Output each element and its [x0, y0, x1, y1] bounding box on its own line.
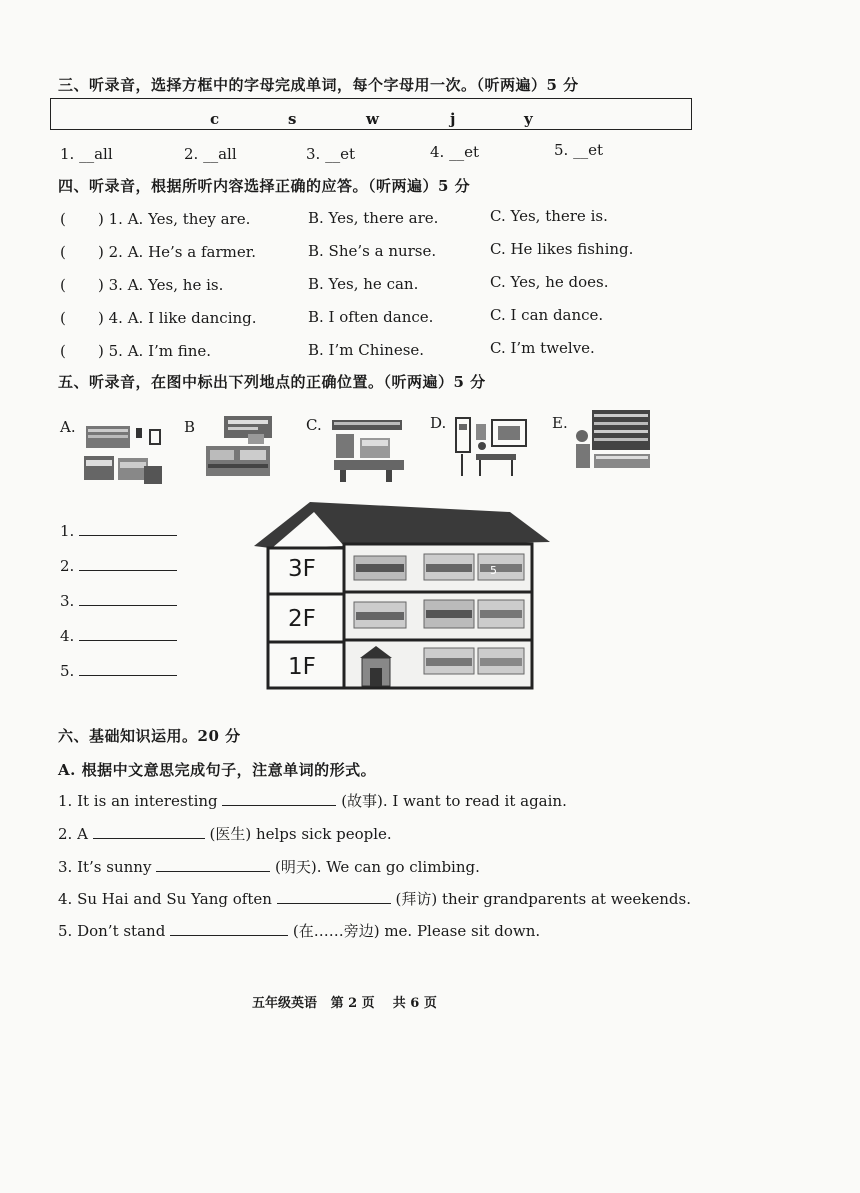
option-b: B. Yes, he can. [308, 275, 419, 293]
option-b: B. I’m Chinese. [308, 341, 425, 359]
section6-subheading: A. 根据中文意思完成句子，注意单词的形式。 [58, 761, 377, 779]
letter-option: y [524, 110, 533, 128]
fill-blank[interactable] [277, 903, 391, 904]
option-c: C. Yes, he does. [490, 273, 609, 291]
letter-option: s [288, 110, 297, 128]
letter-option: c [210, 110, 220, 128]
location-answer-line[interactable] [60, 557, 177, 575]
word-blank-item: 5. __et [554, 141, 603, 159]
word-blank-item: 3. __et [306, 145, 355, 163]
letter-option: w [366, 110, 379, 128]
blank-number: 3. [60, 592, 75, 610]
fill-sentence: 5. Don’t stand (在……旁边) me. Please sit down. [58, 922, 541, 940]
page-footer: 五年级英语 第 2 页 共 6 页 [252, 996, 437, 1011]
picture-label: C. [306, 416, 322, 434]
answer-paren: ( [60, 309, 66, 327]
section3-heading: 三、听录音，选择方框中的字母完成单词，每个字母用一次。（听两遍）5 分 [58, 76, 579, 94]
fill-blank[interactable] [222, 805, 336, 806]
picture-d-image [452, 410, 532, 482]
answer-paren: ( [60, 210, 66, 228]
picture-label: B [184, 418, 196, 436]
blank-number: 1. [60, 522, 75, 540]
option-b: B. Yes, there are. [308, 209, 439, 227]
fill-sentence: 1. It is an interesting (故事). I want to read it again. [58, 792, 567, 810]
word-blank-item: 1. __all [60, 145, 113, 163]
option-a: ) 2. A. He’s a farmer. [98, 243, 257, 261]
picture-label: A. [60, 418, 76, 436]
fill-sentence: 3. It’s sunny (明天). We can go climbing. [58, 858, 480, 876]
blank-number: 4. [60, 627, 75, 645]
option-a: ) 4. A. I like dancing. [98, 309, 257, 327]
picture-b-image [204, 412, 284, 484]
letter-option: j [450, 110, 456, 128]
option-c: C. He likes fishing. [490, 240, 634, 258]
option-c: C. Yes, there is. [490, 207, 608, 225]
answer-paren: ( [60, 243, 66, 261]
option-c: C. I’m twelve. [490, 339, 595, 357]
floor-label-3f: 3F [288, 556, 316, 582]
floor-label-1f: 1F [288, 654, 316, 680]
fill-sentence: 4. Su Hai and Su Yang often (拜访) their grandparents at weekends. [58, 890, 691, 908]
word-blank-item: 4. __et [430, 143, 479, 161]
blank-number: 5. [60, 662, 75, 680]
section5-heading: 五、听录音，在图中标出下列地点的正确位置。（听两遍）5 分 [58, 373, 486, 391]
location-answer-line[interactable] [60, 522, 177, 540]
answer-paren: ( [60, 276, 66, 294]
picture-c-image [330, 414, 410, 486]
floor-label-2f: 2F [288, 606, 316, 632]
section4-heading: 四、听录音，根据所听内容选择正确的应答。（听两遍）5 分 [58, 177, 471, 195]
option-a: ) 1. A. Yes, they are. [98, 210, 251, 228]
location-answer-line[interactable] [60, 627, 177, 645]
room-number: 5 [490, 564, 497, 577]
option-a: ) 3. A. Yes, he is. [98, 276, 224, 294]
location-answer-line[interactable] [60, 592, 177, 610]
fill-sentence: 2. A (医生) helps sick people. [58, 825, 392, 843]
option-c: C. I can dance. [490, 306, 604, 324]
section6-heading: 六、基础知识运用。20 分 [58, 727, 241, 745]
location-answer-line[interactable] [60, 662, 177, 680]
option-b: B. I often dance. [308, 308, 434, 326]
picture-e-image [572, 408, 652, 480]
answer-paren: ( [60, 342, 66, 360]
picture-a-image [84, 416, 164, 488]
word-blank-item: 2. __all [184, 145, 237, 163]
picture-label: E. [552, 414, 568, 432]
option-b: B. She’s a nurse. [308, 242, 437, 260]
fill-blank[interactable] [170, 935, 288, 936]
blank-number: 2. [60, 557, 75, 575]
picture-label: D. [430, 414, 447, 432]
fill-blank[interactable] [156, 871, 270, 872]
fill-blank[interactable] [93, 838, 205, 839]
option-a: ) 5. A. I’m fine. [98, 342, 212, 360]
